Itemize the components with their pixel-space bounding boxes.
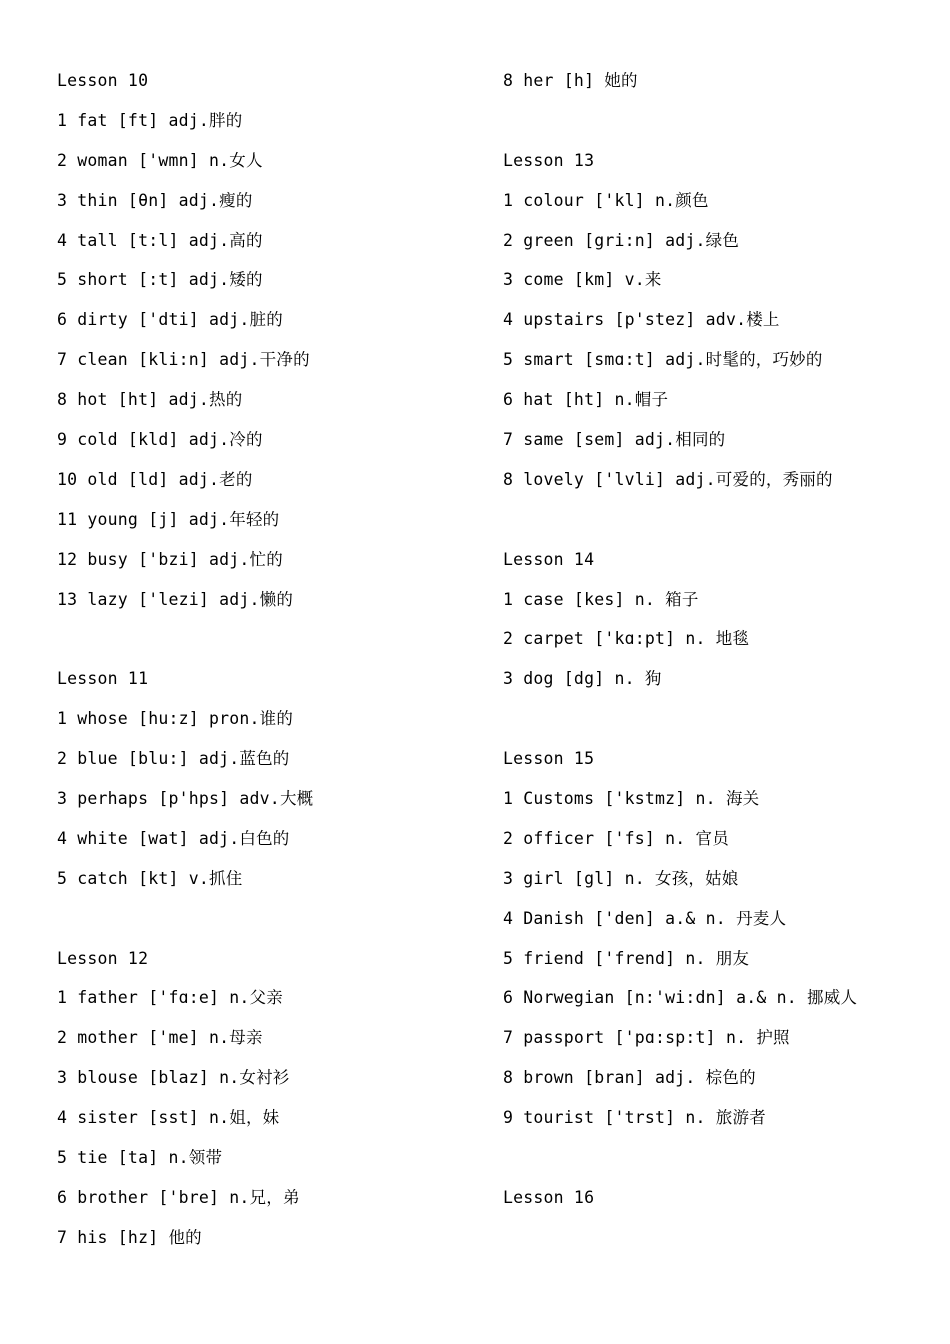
lesson-heading: Lesson 15 [503, 749, 595, 769]
blank-line [503, 1145, 933, 1185]
vocab-entry: 8 hot [ht] adj.热的 [57, 390, 243, 410]
left-column [57, 68, 477, 1265]
vocab-entry: 3 blouse [blaz] n.女衬衫 [57, 1068, 290, 1088]
blank-line [503, 507, 933, 547]
vocab-entry: 4 Danish ['den] a.& n. 丹麦人 [503, 908, 787, 928]
right-column [503, 68, 933, 1225]
lesson-heading: Lesson 14 [503, 549, 595, 569]
vocab-entry: 4 white [wat] adj.白色的 [57, 828, 290, 848]
vocab-entry: 1 Customs ['kstmz] n. 海关 [503, 789, 760, 809]
vocab-entry: 3 dog [dg] n. 狗 [503, 669, 662, 689]
blank-line [57, 626, 477, 666]
vocab-entry: 5 tie [ta] n.领带 [57, 1148, 223, 1168]
vocab-entry: 2 blue [blu:] adj.蓝色的 [57, 749, 290, 769]
vocab-entry: 6 brother ['bre] n.兄，弟 [57, 1187, 300, 1207]
vocab-entry: 2 officer ['fs] n. 官员 [503, 828, 729, 848]
vocab-entry: 9 tourist ['trst] n. 旅游者 [503, 1108, 766, 1128]
vocab-entry: 11 young [j] adj.年轻的 [57, 509, 280, 529]
vocab-entry: 12 busy ['bzi] adj.忙的 [57, 549, 283, 569]
vocab-entry: 5 smart [smɑ:t] adj.时髦的，巧妙的 [503, 350, 823, 370]
vocab-entry: 7 same [sem] adj.相同的 [503, 430, 726, 450]
vocab-entry: 3 girl [gl] n. 女孩，姑娘 [503, 868, 739, 888]
vocab-entry: 8 brown [bran] adj. 棕色的 [503, 1068, 756, 1088]
lesson-heading: Lesson 16 [503, 1187, 595, 1207]
blank-line [503, 108, 933, 148]
vocab-entry: 3 come [km] v.来 [503, 270, 662, 290]
vocab-entry: 2 mother ['me] n.母亲 [57, 1028, 263, 1048]
vocab-entry: 4 sister [sst] n.姐，妹 [57, 1108, 280, 1128]
vocab-entry: 3 perhaps [p'hps] adv.大概 [57, 789, 314, 809]
vocab-entry: 1 fat [ft] adj.胖的 [57, 110, 243, 130]
vocab-entry: 2 green [gri:n] adj.绿色 [503, 230, 740, 250]
vocab-entry: 8 her [h] 她的 [503, 71, 638, 90]
vocab-entry: 5 catch [kt] v.抓住 [57, 868, 243, 888]
vocab-entry: 7 his [hz] 他的 [57, 1227, 202, 1247]
lesson-heading: Lesson 11 [57, 669, 149, 689]
vocab-entry: 1 whose [hu:z] pron.谁的 [57, 709, 294, 729]
vocab-entry: 6 Norwegian [n:'wi:dn] a.& n. 挪威人 [503, 988, 858, 1008]
lesson-heading: Lesson 12 [57, 948, 149, 968]
vocab-entry: 1 case [kes] n. 箱子 [503, 589, 699, 609]
vocab-entry: 8 lovely ['lvli] adj.可爱的，秀丽的 [503, 469, 833, 489]
vocab-entry: 2 carpet ['kɑ:pt] n. 地毯 [503, 629, 750, 649]
vocab-entry: 7 passport ['pɑ:sp:t] n. 护照 [503, 1028, 790, 1048]
blank-line [57, 906, 477, 946]
vocab-entry: 7 clean [kli:n] adj.干净的 [57, 350, 310, 370]
vocab-entry: 9 cold [kld] adj.冷的 [57, 430, 263, 450]
vocab-entry: 5 short [:t] adj.矮的 [57, 270, 263, 290]
vocab-entry: 3 thin [θn] adj.瘦的 [57, 190, 253, 210]
vocab-entry: 6 dirty ['dti] adj.脏的 [57, 310, 283, 330]
vocab-entry: 10 old [ld] adj.老的 [57, 469, 253, 489]
vocab-entry: 1 colour ['kl] n.颜色 [503, 190, 709, 210]
vocab-entry: 4 upstairs [p'stez] adv.楼上 [503, 310, 780, 330]
lesson-heading: Lesson 10 [57, 71, 149, 90]
vocab-entry: 1 father ['fɑ:e] n.父亲 [57, 988, 283, 1008]
lesson-heading: Lesson 13 [503, 150, 595, 170]
vocab-entry: 5 friend ['frend] n. 朋友 [503, 948, 750, 968]
vocab-entry: 2 woman ['wmn] n.女人 [57, 150, 263, 170]
vocab-entry: 6 hat [ht] n.帽子 [503, 390, 669, 410]
blank-line [503, 706, 933, 746]
vocab-entry: 4 tall [t:l] adj.高的 [57, 230, 263, 250]
vocab-entry: 13 lazy ['lezi] adj.懒的 [57, 589, 294, 609]
